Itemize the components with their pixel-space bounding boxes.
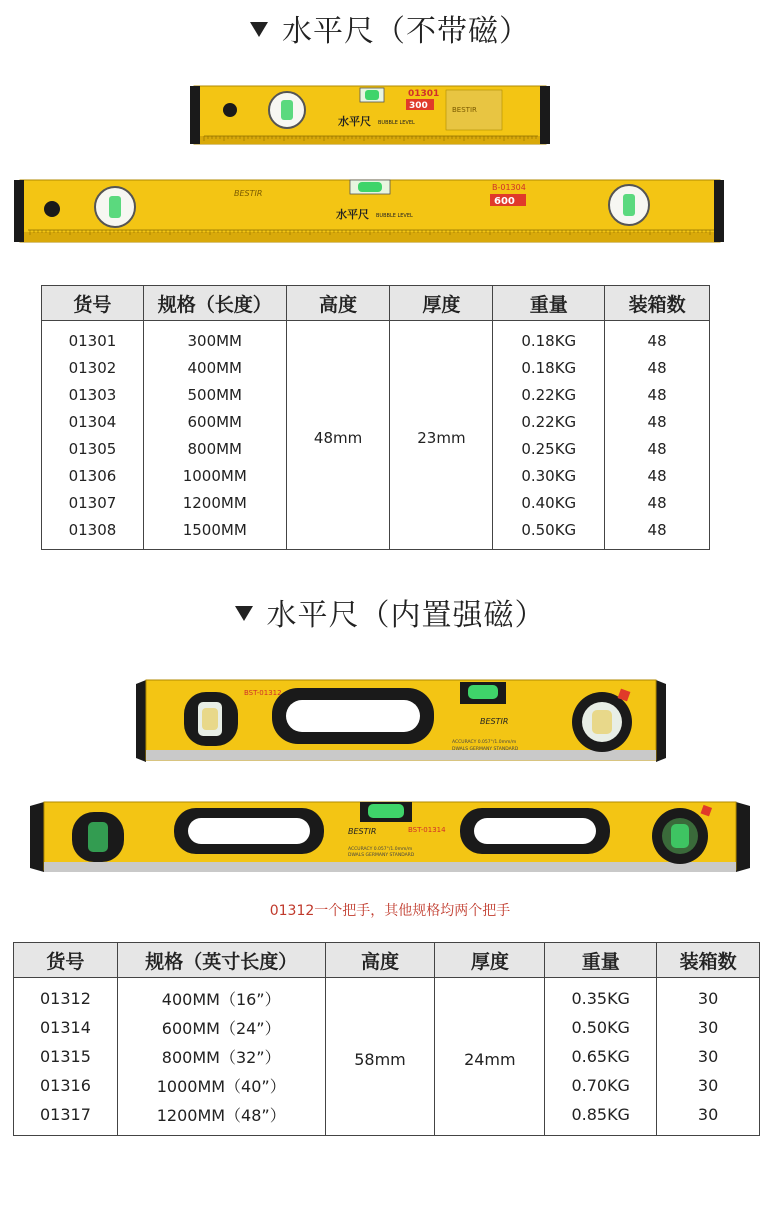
spec-table-non-magnetic xyxy=(41,285,710,550)
cell-qty: 30 xyxy=(657,1071,760,1100)
header-weight: 重量 xyxy=(545,943,657,978)
cell-spec: 1200MM xyxy=(143,489,286,516)
cell-spec: 800MM xyxy=(143,435,286,462)
cell-qty: 30 xyxy=(657,1042,760,1071)
cell-weight: 0.50KG xyxy=(545,1013,657,1042)
header-thickness: 厚度 xyxy=(390,286,493,321)
cell-qty: 48 xyxy=(605,408,710,435)
header-spec: 规格（长度） xyxy=(143,286,286,321)
triangle-down-icon xyxy=(250,22,268,37)
table-header-row xyxy=(42,286,710,321)
cell-spec: 600MM xyxy=(143,408,286,435)
cell-qty: 48 xyxy=(605,435,710,462)
cell-code: 01307 xyxy=(42,489,144,516)
handle-note: 01312一个把手，其他规格均两个把手 xyxy=(269,903,511,919)
accuracy-text: ACCURACY 0.057°/1.0mm/m xyxy=(452,740,517,745)
cell-qty: 48 xyxy=(605,462,710,489)
level-name-text: 水平尺 xyxy=(336,208,369,221)
cell-spec: 600MM（24”） xyxy=(117,1013,325,1042)
cell-weight: 0.35KG xyxy=(545,978,657,1014)
level-sub-text: BUBBLE LEVEL xyxy=(376,213,413,219)
long-bubble-level-photo xyxy=(14,172,726,250)
cell-code: 01304 xyxy=(42,408,144,435)
level-code-text: BST-01312 xyxy=(244,689,282,697)
header-weight: 重量 xyxy=(493,286,605,321)
cell-height: 48mm xyxy=(286,321,390,550)
cell-weight: 0.22KG xyxy=(493,408,605,435)
section2-title: 水平尺（内置强磁） xyxy=(0,590,780,634)
level-code-text: 01301 xyxy=(408,89,440,99)
header-spec: 规格（英寸长度） xyxy=(117,943,325,978)
cell-code: 01315 xyxy=(14,1042,118,1071)
cell-code: 01306 xyxy=(42,462,144,489)
level-size-text: 600 xyxy=(494,196,515,207)
short-bubble-level-photo xyxy=(190,80,555,150)
cell-code: 01317 xyxy=(14,1100,118,1136)
brand-logo-text: BESTIR xyxy=(452,106,477,114)
table-row xyxy=(14,978,760,1014)
cell-code: 01312 xyxy=(14,978,118,1014)
cell-weight: 0.18KG xyxy=(493,354,605,381)
cell-qty: 30 xyxy=(657,1013,760,1042)
level-size-text: 300 xyxy=(409,101,428,111)
level-name-text: 水平尺 xyxy=(338,115,371,128)
cell-spec: 1000MM xyxy=(143,462,286,489)
level-code-text: B-01304 xyxy=(492,183,526,192)
cell-weight: 0.50KG xyxy=(493,516,605,550)
cell-spec: 400MM（16”） xyxy=(117,978,325,1014)
cell-code: 01303 xyxy=(42,381,144,408)
long-magnetic-level-photo xyxy=(30,798,750,876)
cell-code: 01316 xyxy=(14,1071,118,1100)
header-code: 货号 xyxy=(42,286,144,321)
cell-height: 58mm xyxy=(325,978,435,1136)
header-height: 高度 xyxy=(286,286,390,321)
cell-thickness: 23mm xyxy=(390,321,493,550)
cell-code: 01305 xyxy=(42,435,144,462)
brand-logo-text: BESTIR xyxy=(234,189,263,198)
cell-code: 01314 xyxy=(14,1013,118,1042)
horizontal-vial xyxy=(365,90,379,100)
cell-spec: 1200MM（48”） xyxy=(117,1100,325,1136)
spec-table-magnetic xyxy=(13,942,760,1136)
cell-spec: 400MM xyxy=(143,354,286,381)
brand-logo-text: BESTIR xyxy=(348,827,377,836)
standard-text: DWALS GERMANY STANDARD xyxy=(452,747,519,752)
accuracy-text: ACCURACY 0.057°/1.0mm/m xyxy=(348,847,413,852)
header-height: 高度 xyxy=(325,943,435,978)
cell-qty: 48 xyxy=(605,516,710,550)
header-thickness: 厚度 xyxy=(435,943,545,978)
section1-title: 水平尺（不带磁） xyxy=(0,6,780,50)
cell-qty: 48 xyxy=(605,489,710,516)
cell-weight: 0.40KG xyxy=(493,489,605,516)
cell-code: 01301 xyxy=(42,321,144,355)
header-code: 货号 xyxy=(14,943,118,978)
table-header-row xyxy=(14,943,760,978)
table-row xyxy=(42,321,710,355)
cell-weight: 0.22KG xyxy=(493,381,605,408)
cell-spec: 300MM xyxy=(143,321,286,355)
cell-qty: 30 xyxy=(657,1100,760,1136)
cell-qty: 48 xyxy=(605,354,710,381)
level-code-text: BST-01314 xyxy=(408,826,446,834)
cell-qty: 48 xyxy=(605,381,710,408)
cell-weight: 0.70KG xyxy=(545,1071,657,1100)
cell-code: 01302 xyxy=(42,354,144,381)
cell-thickness: 24mm xyxy=(435,978,545,1136)
standard-text: DWALS GERMANY STANDARD xyxy=(348,853,415,858)
cell-weight: 0.30KG xyxy=(493,462,605,489)
level-sub-text: BUBBLE LEVEL xyxy=(378,120,415,126)
header-qty: 装箱数 xyxy=(657,943,760,978)
cell-code: 01308 xyxy=(42,516,144,550)
cell-weight: 0.85KG xyxy=(545,1100,657,1136)
header-qty: 装箱数 xyxy=(605,286,710,321)
cell-weight: 0.25KG xyxy=(493,435,605,462)
triangle-down-icon xyxy=(235,606,253,621)
cell-weight: 0.18KG xyxy=(493,321,605,355)
cell-weight: 0.65KG xyxy=(545,1042,657,1071)
cell-qty: 30 xyxy=(657,978,760,1014)
short-magnetic-level-photo xyxy=(136,676,666,766)
cell-spec: 1500MM xyxy=(143,516,286,550)
cell-spec: 500MM xyxy=(143,381,286,408)
cell-qty: 48 xyxy=(605,321,710,355)
brand-logo-text: BESTIR xyxy=(480,717,509,726)
cell-spec: 800MM（32”） xyxy=(117,1042,325,1071)
cell-spec: 1000MM（40”） xyxy=(117,1071,325,1100)
vertical-vial xyxy=(281,100,293,120)
